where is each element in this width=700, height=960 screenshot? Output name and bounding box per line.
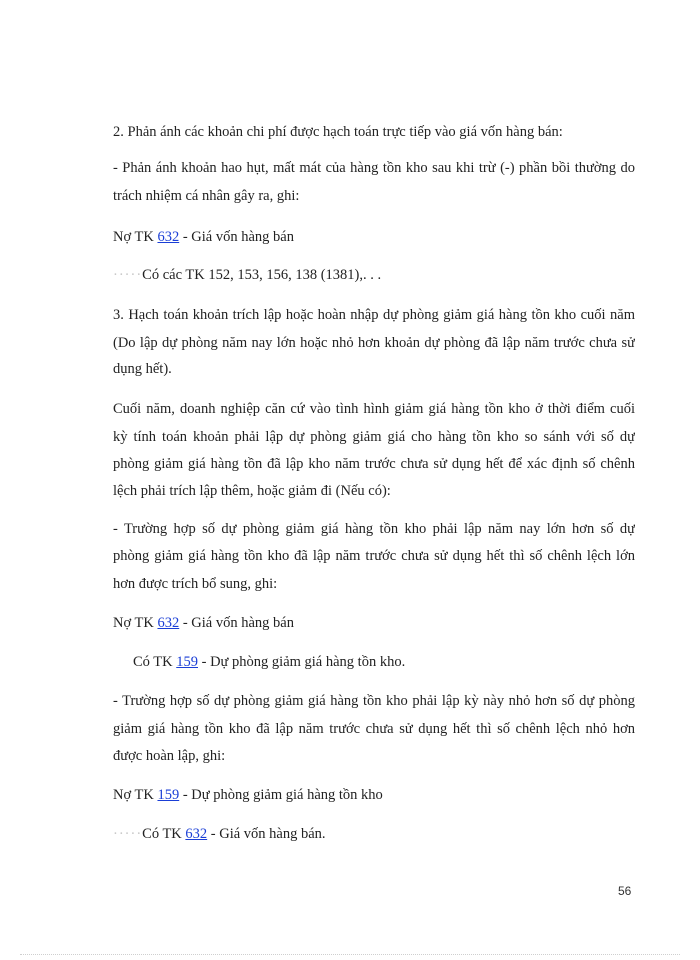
paragraph-line: Cuối năm, doanh nghiệp căn cứ vào tình hình giảm giá hàng tồn kho ở thời điểm cuối <box>113 401 635 417</box>
debit-label: Nợ TK <box>113 615 158 631</box>
debit-description: - Giá vốn hàng bán <box>179 229 294 245</box>
paragraph-line: được hoàn lập, ghi: <box>113 748 226 764</box>
paragraph-line: giảm giá hàng tồn kho đã lập năm trước chưa sử dụng hết thì số chênh lệch nhỏ hơn <box>113 721 635 737</box>
paragraph-line: lệch phải trích lập thêm, hoặc giảm đi (Nếu có): <box>113 483 391 499</box>
debit-entry-3 <box>113 786 635 804</box>
credit-description: - Giá vốn hàng bán. <box>207 826 326 842</box>
section-2-heading: 2. Phản ánh các khoản chi phí được hạch toán trực tiếp vào giá vốn hàng bán: <box>113 124 563 140</box>
credit-entry-3 <box>113 825 635 843</box>
paragraph-line: phòng giảm giá hàng tồn kho đã lập năm trước chưa sử dụng hết thì số chênh lệch lớn <box>113 548 635 564</box>
debit-description: - Giá vốn hàng bán <box>179 615 294 631</box>
paragraph-line: - Phản ánh khoản hao hụt, mất mát của hàng tồn kho sau khi trừ (-) phần bồi thường do <box>113 160 635 176</box>
paragraph-line: trách nhiệm cá nhân gây ra, ghi: <box>113 188 300 204</box>
account-link-159[interactable]: 159 <box>176 654 198 670</box>
section-3-heading: 3. Hạch toán khoản trích lập hoặc hoàn nhập dự phòng giảm giá hàng tồn kho cuối năm <box>113 307 635 323</box>
indent-dots: ····· <box>113 267 143 283</box>
account-link-159[interactable]: 159 <box>157 787 180 803</box>
credit-label: Có TK <box>133 654 177 670</box>
credit-label: Có TK <box>142 826 186 842</box>
paragraph-line: dụng hết). <box>113 361 172 377</box>
debit-description: - Dự phòng giảm giá hàng tồn kho <box>179 787 383 803</box>
credit-entry-1 <box>113 266 635 284</box>
paragraph-line: - Trường hợp số dự phòng giảm giá hàng tồn kho phải lập năm nay lớn hơn số dự <box>113 521 635 537</box>
credit-entry-2 <box>133 653 655 671</box>
paragraph-line: - Trường hợp số dự phòng giảm giá hàng tồn kho phải lập kỳ này nhỏ hơn số dự phòng <box>113 693 635 709</box>
debit-entry-2 <box>113 614 635 632</box>
paragraph-line: hơn được trích bổ sung, ghi: <box>113 576 278 592</box>
paragraph-line: phòng giảm giá hàng tồn đã lập kho năm trước chưa sử dụng hết để xác định số chênh <box>113 456 635 472</box>
page-bottom-divider <box>20 954 680 955</box>
account-link-632[interactable]: 632 <box>185 826 208 842</box>
debit-label: Nợ TK <box>113 787 158 803</box>
paragraph-line: kỳ tính toán khoản phải lập dự phòng giảm giá cho hàng tồn kho so sánh với số dự <box>113 429 635 445</box>
page-number: 56 <box>618 884 632 898</box>
account-link-632[interactable]: 632 <box>157 615 180 631</box>
debit-label: Nợ TK <box>113 229 158 245</box>
debit-entry-1 <box>113 228 635 246</box>
paragraph-line: (Do lập dự phòng năm nay lớn hoặc nhỏ hơn khoản dự phòng đã lập năm trước chưa sử <box>113 335 635 351</box>
credit-text: Có các TK 152, 153, 156, 138 (1381),. . . <box>142 267 382 283</box>
account-link-632[interactable]: 632 <box>157 229 180 245</box>
indent-dots: ····· <box>113 826 143 842</box>
credit-description: - Dự phòng giảm giá hàng tồn kho. <box>198 654 406 670</box>
